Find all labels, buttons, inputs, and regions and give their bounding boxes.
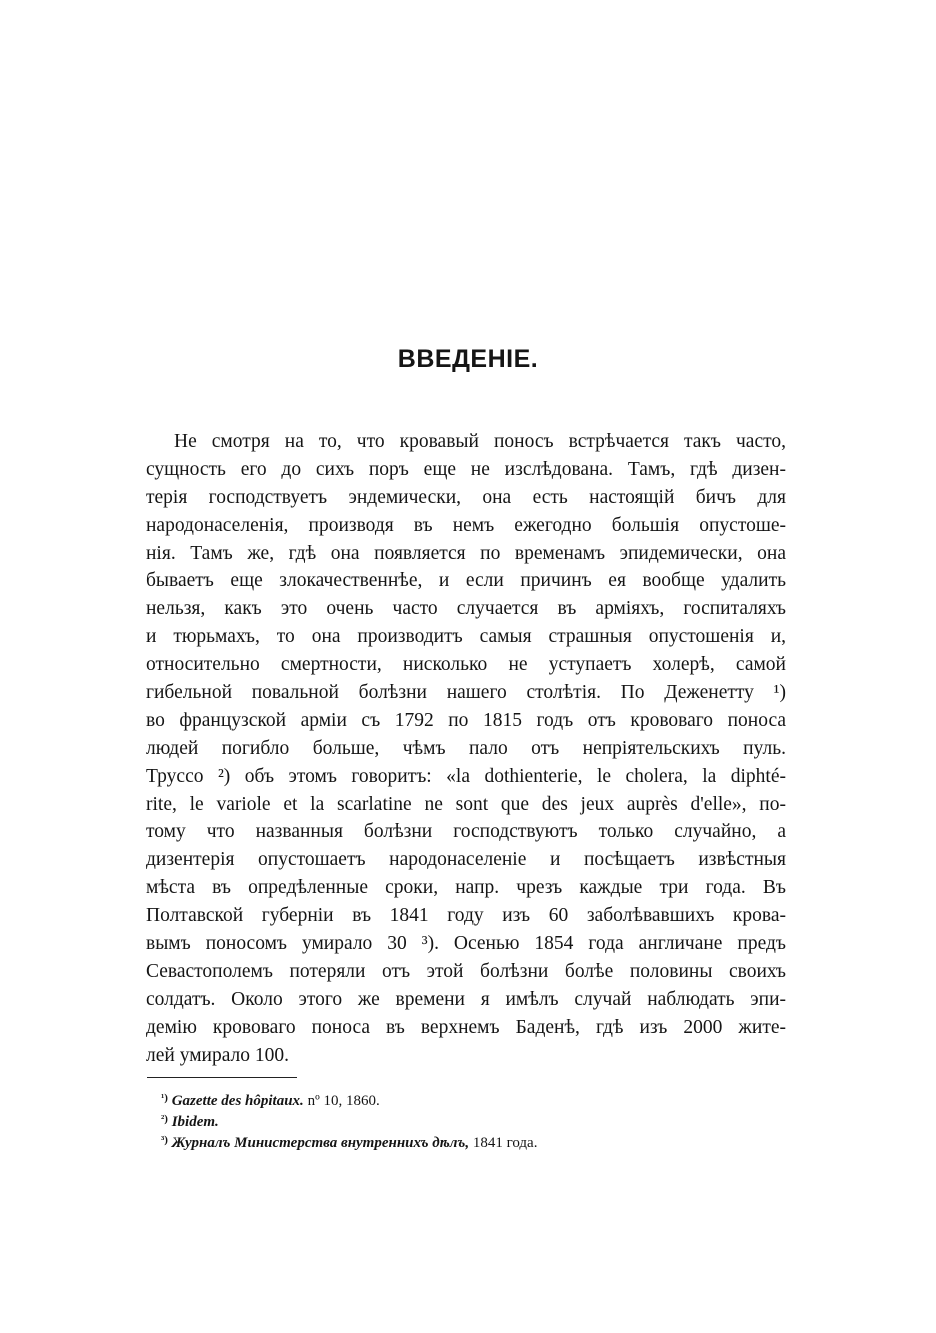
text-line: народонаселенія, производя въ немъ ежегодно большія опустоше- (146, 514, 786, 536)
text-line: сущность его до сихъ поръ еще не изслѣдована. Тамъ, гдѣ дизен- (146, 458, 786, 480)
text-line: людей погибло больше, чѣмъ пало отъ непріятельскихъ пуль. (146, 737, 786, 759)
text-line: Труссо ²) объ этомъ говоритъ: «la dothienterie, le cholera, la diphté- (146, 765, 786, 787)
text-line: лей умирало 100. (146, 1044, 290, 1066)
text-line: бываетъ еще злокачественнѣе, и если причинъ ея вообще удалить (146, 570, 786, 592)
text-line: нія. Тамъ же, гдѣ она появляется по временамъ эпидемически, она (146, 542, 786, 564)
footnote-divider (147, 1077, 297, 1078)
footnote-mark: ¹) (161, 1092, 168, 1104)
footnote-source: Ibidem. (171, 1114, 219, 1130)
text-line: Не смотря на то, что кровавый поносъ встрѣчается такъ часто, (174, 431, 786, 452)
footnote-detail: nº 10, 1860. (303, 1093, 380, 1109)
footnote-2 (161, 1109, 761, 1130)
text-line: во французской арміи съ 1792 по 1815 годъ отъ крововаго поноса (146, 709, 786, 731)
text-line: rite, le variole et la scarlatine ne sont que des jeux auprès d'elle», по- (146, 793, 786, 815)
text-line: гибельной повальной болѣзни нашего столѣтія. По Деженетту ¹) (146, 682, 786, 704)
text-line: вымъ поносомъ умирало 30 ³). Осенью 1854 года англичане предъ (146, 933, 786, 955)
text-line: терія господствуетъ эндемически, она есть настоящій бичъ для (146, 486, 786, 508)
text-line: Севастополемъ потеряли отъ этой болѣзни болѣе половины своихъ (146, 960, 786, 982)
footnote-source: Gazette des hôpitaux. (171, 1093, 304, 1109)
footnote-1 (161, 1088, 761, 1109)
footnote-3 (161, 1130, 761, 1151)
text-line: нельзя, какъ это очень часто случается въ арміяхъ, госпиталяхъ (146, 598, 786, 620)
footnote-detail: 1841 года. (469, 1135, 538, 1151)
footnote-mark: ²) (161, 1113, 168, 1125)
text-line: демію крововаго поноса въ верхнемъ Баденѣ, гдѣ изъ 2000 жите- (146, 1016, 786, 1038)
body-text (146, 428, 786, 1069)
text-line: относительно смертности, нисколько не уступаетъ холерѣ, самой (146, 654, 786, 676)
page-title: ВВЕДЕНІЕ. (397, 345, 539, 373)
footnotes (161, 1088, 761, 1151)
footnote-source: Журналъ Министерства внутреннихъ дѣлъ, (171, 1135, 470, 1151)
text-line: дизентерія опустошаетъ народонаселеніе и посѣщаетъ извѣстныя (146, 849, 786, 871)
text-line: и тюрьмахъ, то она производитъ самыя страшныя опустошенія и, (146, 626, 786, 648)
text-line: мѣста въ опредѣленные сроки, напр. чрезъ каждые три года. Въ (146, 877, 786, 899)
text-line: тому что названныя болѣзни господствуютъ только случайно, а (146, 821, 786, 843)
text-line: Полтавской губерніи въ 1841 году изъ 60 заболѣвавшихъ крова- (146, 905, 786, 927)
footnote-mark: ³) (161, 1134, 168, 1146)
text-line: солдатъ. Около этого же времени я имѣлъ случай наблюдать эпи- (146, 988, 786, 1010)
